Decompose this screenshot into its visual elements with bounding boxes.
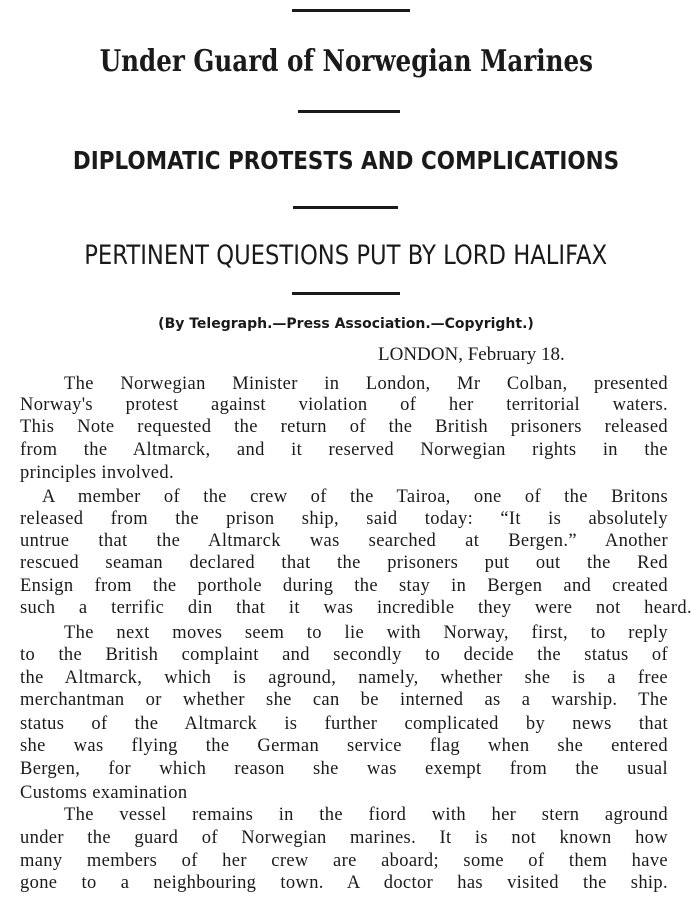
body-line: This Note requested the return of the British prisoners released — [20, 417, 668, 437]
body-line: under the guard of Norwegian marines. It is not known how — [20, 828, 668, 848]
body-line: untrue that the Altmarck was searched at Bergen.” Another — [20, 531, 668, 551]
rule-after-third-headline — [292, 292, 400, 295]
body-line: principles involved. — [20, 463, 174, 483]
body-line: Customs examination — [20, 783, 188, 803]
body-line: merchantman or whether she can be interned as a warship. The — [20, 690, 668, 710]
body-line: The vessel remains in the fiord with her stern aground — [64, 805, 668, 825]
body-line: Bergen, for which reason she was exempt from the usual — [20, 759, 668, 779]
byline: (By Telegraph.—Press Association.—Copyright.) — [158, 316, 534, 332]
body-line: rescued seaman declared that the prisoners put out the Red — [20, 553, 668, 573]
body-line: status of the Altmarck is further complicated by news that — [20, 714, 668, 734]
dateline: LONDON, February 18. — [378, 344, 565, 365]
body-line: many members of her crew are aboard; some of them have — [20, 851, 668, 871]
main-headline: Under Guard of Norwegian Marines — [99, 44, 594, 79]
body-line: Norway's protest against violation of her territorial waters. — [20, 395, 668, 415]
rule-after-main-headline — [298, 110, 400, 113]
third-headline: PERTINENT QUESTIONS PUT BY LORD HALIFAX — [84, 240, 608, 271]
rule-after-second-headline — [293, 206, 398, 209]
body-line: A member of the crew of the Tairoa, one of the Britons — [42, 487, 668, 507]
body-line: The Norwegian Minister in London, Mr Colban, presented — [64, 374, 668, 394]
body-line: she was flying the German service flag when she entered — [20, 736, 668, 756]
body-line: such a terrific din that it was incredible they were not heard. — [20, 598, 692, 618]
second-headline: DIPLOMATIC PROTESTS AND COMPLICATIONS — [72, 146, 620, 175]
body-line: Ensign from the porthole during the stay in Bergen and created — [20, 576, 668, 596]
body-line: from the Altmarck, and it reserved Norwegian rights in the — [20, 440, 668, 460]
body-line: The next moves seem to lie with Norway, first, to reply — [64, 623, 668, 643]
body-line: released from the prison ship, said today: “It is absolutely — [20, 509, 668, 529]
body-line: to the British complaint and secondly to decide the status of — [20, 645, 668, 665]
body-line: the Altmarck, which is aground, namely, whether she is a free — [20, 668, 668, 688]
body-line: gone to a neighbouring town. A doctor has visited the ship. — [20, 873, 668, 893]
top-rule — [292, 9, 410, 12]
